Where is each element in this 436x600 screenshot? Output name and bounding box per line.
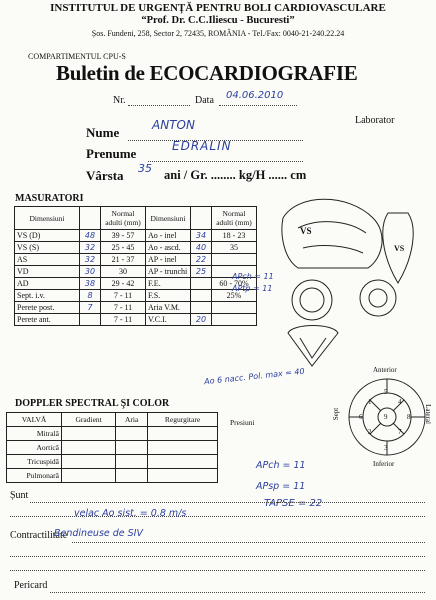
header-regurgitare: Regurgitare [148,413,218,427]
segment-4: 4 [398,398,402,406]
measurements-header [15,207,257,230]
dim-name: AP - trunchi [146,266,191,278]
dim-value: 40 [191,242,212,254]
report-title: Buletin de ECOCARDIOGRAFIE [56,61,358,85]
contractilitate-label: Contractilitate [10,530,68,541]
vs-label-2: VS [394,244,405,253]
table-row [15,266,257,278]
inferior-label: Inferior [373,460,395,468]
valve-name: Aortică [7,441,62,455]
professor-name: “Prof. Dr. C.C.Iliescu - Bucuresti” [141,15,295,26]
institute-name: INSTITUTUL DE URGENȚĂ PENTRU BOLI CARDIOVASCULARE [50,2,386,14]
segment-6: 6 [359,413,363,421]
table-row [15,278,257,290]
department-label: COMPARTIMENTUL CPU-S [28,52,126,61]
dim-name: Aria V.M. [146,302,191,314]
dim-name: F.E. [146,278,191,290]
header-dimensiuni-2: Dimensiuni [146,207,191,230]
header-normal-2: Normal adulti (mm) [212,207,257,230]
dim-normal: 35 [212,242,257,254]
nr-line [128,105,190,106]
doppler-note-apsp: APsp = 11 [256,481,306,492]
header-valva: VALVĂ [7,413,62,427]
valve-name: Pulmonară [7,469,62,483]
measurements-table [14,206,257,326]
dim-name: AP - inel [146,254,191,266]
sunt-line-2 [10,516,425,517]
short-axis-outer [292,280,332,320]
doppler-title: DOPPLER SPECTRAL ŞI COLOR [15,398,170,409]
dim-name: VD [15,266,80,278]
dim-name: VS (D) [15,230,80,242]
dim-value [191,302,212,314]
table-row [7,455,218,469]
dim-normal: 21 - 37 [101,254,146,266]
pericard-label: Pericard [14,580,48,591]
dim-normal [212,302,257,314]
segment-8: 8 [407,413,411,421]
segment-2: 2 [368,428,372,436]
laborator-label: Laborator [355,115,395,126]
dim-name: Ao - inel [146,230,191,242]
masuratori-title: MASURATORI [15,193,84,204]
date-label: Data [195,95,214,106]
nume-label: Nume [86,125,120,140]
dim-value [191,290,212,302]
table-row [7,441,218,455]
segment-7: 7 [398,428,402,436]
dim-name: AD [15,278,80,290]
sunt-line [30,502,425,503]
table-row [15,302,257,314]
contract-line-3 [10,570,425,571]
contract-line-2 [10,556,425,557]
long-axis-outline [282,199,382,268]
dim-normal: 60 - 70% [212,278,257,290]
table-row [15,242,257,254]
doppler-note-apch: APch = 11 [256,460,306,471]
dim-value: 38 [80,278,101,290]
dim-value: 20 [191,314,212,326]
prenume-value: EDRALIN [172,139,232,153]
dim-name: AS [15,254,80,266]
doppler-header [7,413,218,427]
varsta-suffix: ani / Gr. ........ kg/H ...... cm [164,168,307,182]
dim-value: 48 [80,230,101,242]
dim-value: 34 [191,230,212,242]
dim-normal: 7 - 11 [101,314,146,326]
short-axis-outer-2 [360,280,396,316]
lateral-label: Lateral [423,404,432,424]
dim-normal [212,254,257,266]
dim-name: Perete post. [15,302,80,314]
sunt-label: Șunt [10,490,29,501]
dim-value: 30 [80,266,101,278]
table-row [7,427,218,441]
prenume-label: Prenume [86,146,137,161]
contract-note-1: velac Ao sist. = 0.8 m/s [74,508,187,519]
side-note-aptp: APtp = 11 [232,284,273,293]
doppler-table [6,412,218,483]
dim-normal: 7 - 11 [101,290,146,302]
dim-normal [212,314,257,326]
table-row [15,290,257,302]
prenume-line [148,161,303,162]
side-note-apch: APch = 11 [232,272,274,281]
dim-value: 8 [80,290,101,302]
segment-9: 9 [384,413,388,421]
contract-line [72,542,425,543]
dim-value [191,278,212,290]
date-value: 04.06.2010 [226,90,284,101]
presiuni-label: Presiuni [230,418,255,427]
segment-5: 5 [384,388,388,396]
dim-name: VS (S) [15,242,80,254]
dim-value: 22 [191,254,212,266]
dim-normal: 25% [212,290,257,302]
four-chamber-outline [288,326,338,367]
heart-diagrams [278,188,428,383]
anterior-label: Anterior [373,366,397,374]
table-row [7,469,218,483]
dim-value: 32 [80,254,101,266]
dim-name: Perete ant. [15,314,80,326]
dim-normal: 29 - 42 [101,278,146,290]
varsta-label: Vârsta [86,168,124,183]
dim-name: V.C.I. [146,314,191,326]
dim-name: F.S. [146,290,191,302]
header-gradient: Gradient [62,413,116,427]
date-line [219,105,297,106]
varsta-value: 35 [138,162,152,175]
dim-normal: 7 - 11 [101,302,146,314]
segment-1: 1 [368,398,372,406]
dim-normal: 39 - 57 [101,230,146,242]
contract-note-2: Bendineuse de SIV [54,528,143,539]
valve-name: Tricuspidă [7,455,62,469]
table-row [15,230,257,242]
sept-label: Sept [332,407,341,421]
doppler-note-tapse: TAPSE = 22 [264,498,323,509]
nr-label: Nr. [113,95,126,106]
table-row [15,314,257,326]
nume-value: ANTON [152,118,195,132]
pericard-line [50,592,425,593]
valve-name: Mitrală [7,427,62,441]
dim-normal: 30 [101,266,146,278]
dim-value: 25 [191,266,212,278]
dim-name: Sept. i.v. [15,290,80,302]
dim-value: 7 [80,302,101,314]
header-normal-1: Normal adulti (mm) [101,207,146,230]
dim-value [80,314,101,326]
segment-3: 3 [384,444,388,452]
dim-normal: 25 - 45 [101,242,146,254]
vs-label: VS [300,226,312,236]
table-row [15,254,257,266]
doppler-note-top: Ao 6 nacc. Pol. max = 40 [203,366,306,387]
dim-value: 32 [80,242,101,254]
dim-name: Ao - ascd. [146,242,191,254]
header-dimensiuni-1: Dimensiuni [15,207,80,230]
institute-address: Șos. Fundeni, 258, Sector 2, 72435, ROMÂNIA - Tel./Fax: 0040-21-240.22.24 [91,29,345,38]
header-aria: Aria [116,413,148,427]
dim-normal: 18 - 23 [212,230,257,242]
